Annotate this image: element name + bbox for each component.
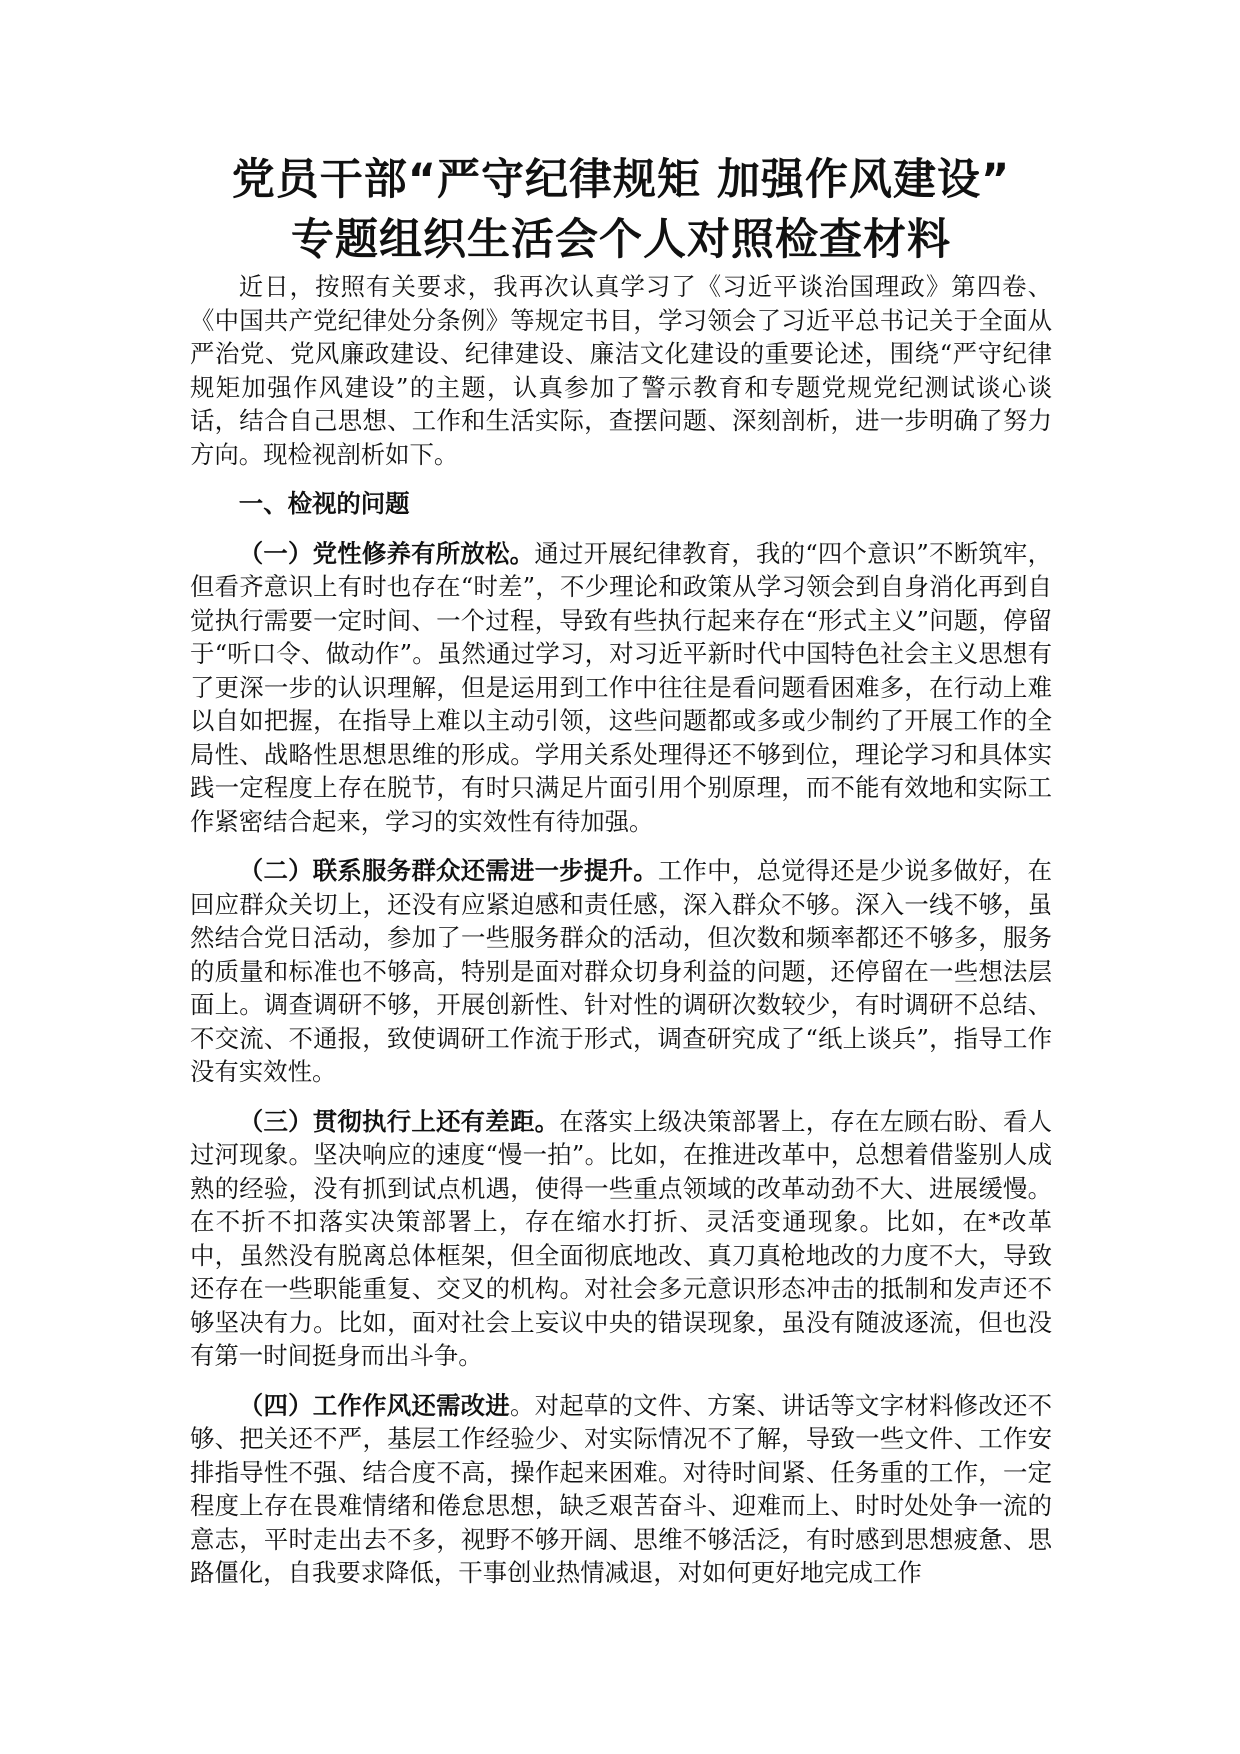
title-line-1: 党员干部“严守纪律规矩 加强作风建设” bbox=[231, 155, 1011, 205]
section-text-1: 通过开展纪律教育，我的“四个意识”不断筑牢，但看齐意识上有时也存在“时差”，不少理论和政策从学习领会到自身消化再到自觉执行需要一定时间、一个过程，导致有些执行起来存在“形式主义”问题，停留于“听口令、做动作”。虽然通过学习，对习近平新时代中国特色社会主义思想有了更深一步的认识理解，但是运用到工作中往往是看问题看困难多，在行动上难以自如把握，在指导上难以主动引领，这些问题都或多或少制约了开展工作的全局性、战略性思想思维的形成。学用关系处理得还不够到位，理论学习和具体实践一定程度上存在脱节，有时只满足片面引用个别原理，而不能有效地和实际工作紧密结合起来，学习的实效性有待加强。 bbox=[190, 538, 1052, 836]
section-lead-2: （二）联系服务群众还需进一步提升。 bbox=[238, 856, 658, 885]
section-text-3: 在落实上级决策部署上，存在左顾右盼、看人过河现象。坚决响应的速度“慢一拍”。比如，在推进改革中，总想着借鉴别人成熟的经验，没有抓到试点机遇，使得一些重点领域的改革动劲不大、进展缓慢。在不折不扣落实决策部署上，存在缩水打折、灵活变通现象。比如，在*改革中，虽然没有脱离总体框架，但全面彻底地改、真刀真枪地改的力度不大，导致还存在一些职能重复、交叉的机构。对社会多元意识形态冲击的抵制和发声还不够坚决有力。比如，面对社会上妄议中央的错误现象，虽没有随波逐流，但也没有第一时间挺身而出斗争。 bbox=[190, 1106, 1052, 1370]
document-page bbox=[190, 150, 1052, 1606]
section-text-4: 。对起草的文件、方案、讲话等文字材料修改还不够、把关还不严，基层工作经验少、对实际情况不了解，导致一些文件、工作安排指导性不强、结合度不高，操作起来困难。对待时间紧、任务重的工作，一定程度上存在畏难情绪和倦怠思想，缺乏艰苦奋斗、迎难而上、时时处处争一流的意志，平时走出去不多，视野不够开阔、思维不够活泛，有时感到思想疲惫、思路僵化，自我要求降低，干事创业热情减退，对如何更好地完成工作 bbox=[190, 1390, 1052, 1587]
section-paragraph-4 bbox=[190, 1389, 1052, 1590]
section-lead-4: （四）工作作风还需改进 bbox=[238, 1390, 510, 1420]
title-line-2: 专题组织生活会个人对照检查材料 bbox=[291, 215, 951, 265]
document-body bbox=[190, 270, 1052, 1590]
section-paragraph-1 bbox=[190, 537, 1052, 839]
section-text-2: 工作中，总觉得还是少说多做好，在回应群众关切上，还没有应紧迫感和责任感，深入群众不够。深入一线不够，虽然结合党日活动，参加了一些服务群众的活动，但次数和频率都还不够多，服务的质量和标准也不够高，特别是面对群众切身利益的问题，还停留在一些想法层面上。调查调研不够，开展创新性、针对性的调研次数较少，有时调研不总结、不交流、不通报，致使调研工作流于形式，调查研究成了“纸上谈兵”，指导工作没有实效性。 bbox=[190, 856, 1052, 1086]
document-title bbox=[190, 150, 1052, 270]
intro-paragraph: 近日，按照有关要求，我再次认真学习了《习近平谈治国理政》第四卷、《中国共产党纪律处分条例》等规定书目，学习领会了习近平总书记关于全面从严治党、党风廉政建设、纪律建设、廉洁文化建设的重要论述，围绕“严守纪律规矩加强作风建设”的主题，认真参加了警示教育和专题党规党纪测试谈心谈话，结合自己思想、工作和生活实际，查摆问题、深刻剖析，进一步明确了努力方向。现检视剖析如下。 bbox=[190, 272, 1052, 469]
section-lead-1: （一）党性修养有所放松。 bbox=[238, 538, 535, 568]
section-heading: 一、检视的问题 bbox=[238, 489, 410, 518]
section-paragraph-2 bbox=[190, 854, 1052, 1089]
section-paragraph-3 bbox=[190, 1105, 1052, 1373]
section-lead-3: （三）贯彻执行上还有差距。 bbox=[238, 1106, 560, 1136]
